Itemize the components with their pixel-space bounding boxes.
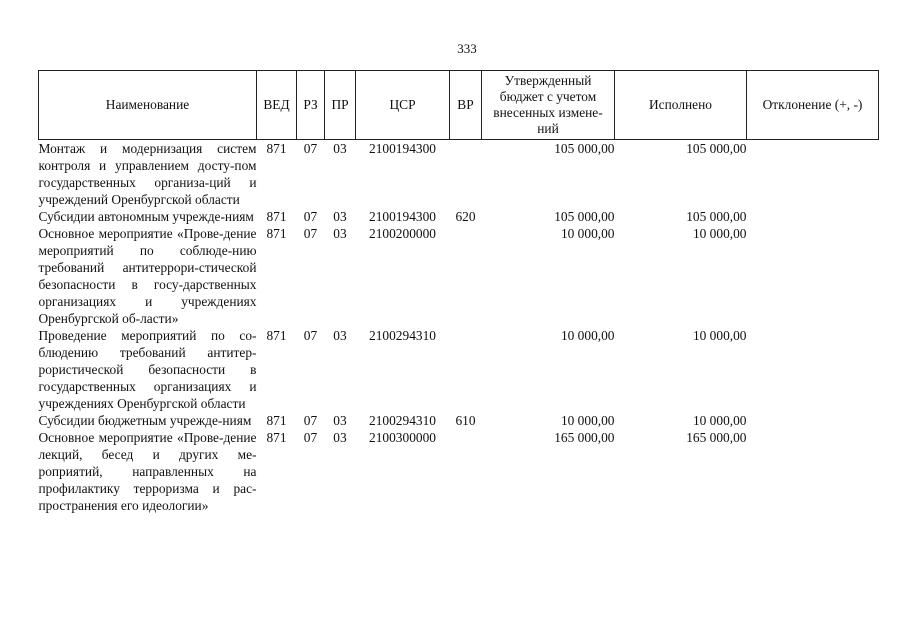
row-name: Монтаж и модернизация систем контроля и управлением досту-пом государственных организа-ций и учреждений Оренбургской области — [38, 141, 257, 207]
row-executed: 10 000,00 — [692, 328, 747, 343]
row-rz: 07 — [303, 209, 318, 224]
header-ved: ВЕД — [257, 71, 297, 140]
row-rz: 07 — [303, 413, 318, 428]
row-approved: 10 000,00 — [560, 226, 615, 241]
page-number: 333 — [457, 41, 477, 56]
header-approved: Утвержденный бюджет с учетом внесенных измене-ний — [482, 71, 615, 140]
row-pr: 03 — [333, 430, 347, 445]
row-rz: 07 — [303, 141, 318, 156]
table-row — [39, 208, 879, 225]
header-rz: РЗ — [297, 71, 325, 140]
row-executed: 10 000,00 — [692, 226, 747, 241]
header-name: Наименование — [39, 71, 257, 140]
row-deviation — [747, 208, 879, 225]
row-csr: 2100294310 — [369, 413, 436, 428]
row-csr: 2100300000 — [369, 430, 436, 445]
row-executed: 165 000,00 — [686, 430, 747, 445]
row-deviation — [747, 327, 879, 412]
table-body — [39, 140, 879, 515]
row-pr: 03 — [333, 328, 347, 343]
header-pr: ПР — [325, 71, 356, 140]
row-deviation — [747, 225, 879, 327]
table-row — [39, 140, 879, 209]
row-pr: 03 — [333, 141, 347, 156]
header-executed: Исполнено — [615, 71, 747, 140]
row-ved: 871 — [266, 209, 287, 224]
budget-table — [38, 70, 879, 514]
table-row — [39, 429, 879, 514]
row-executed: 105 000,00 — [686, 209, 747, 224]
row-vr: 610 — [455, 413, 476, 428]
row-deviation — [747, 412, 879, 429]
row-ved: 871 — [266, 413, 287, 428]
row-approved: 10 000,00 — [560, 413, 615, 428]
row-ved: 871 — [266, 430, 287, 445]
row-rz: 07 — [303, 328, 318, 343]
row-ved: 871 — [266, 226, 287, 241]
table-header — [39, 71, 879, 140]
header-csr: ЦСР — [356, 71, 450, 140]
row-name: Субсидии автономным учрежде-ниям — [38, 209, 254, 224]
row-name: Основное мероприятие «Прове-дение лекций, бесед и других ме-роприятий, направленных на профилактику терроризма и рас-пространения его идеологии» — [38, 430, 257, 513]
row-pr: 03 — [333, 209, 347, 224]
row-vr — [450, 225, 482, 327]
row-approved: 165 000,00 — [554, 430, 615, 445]
row-approved: 105 000,00 — [554, 209, 615, 224]
row-deviation — [747, 429, 879, 514]
row-approved: 105 000,00 — [554, 141, 615, 156]
row-ved: 871 — [266, 141, 287, 156]
header-vr: ВР — [450, 71, 482, 140]
row-rz: 07 — [303, 226, 318, 241]
row-rz: 07 — [303, 430, 318, 445]
table-row — [39, 327, 879, 412]
row-csr: 2100194300 — [369, 141, 436, 156]
row-name: Основное мероприятие «Прове-дение мероприятий по соблюде-нию требований антитеррори-стической безопасности в госу-дарственных организациях и учреждениях Оренбургской об-ласти» — [38, 226, 257, 326]
row-approved: 10 000,00 — [560, 328, 615, 343]
row-ved: 871 — [266, 328, 287, 343]
row-executed: 10 000,00 — [692, 413, 747, 428]
row-csr: 2100294310 — [369, 328, 436, 343]
row-vr — [450, 140, 482, 209]
row-pr: 03 — [333, 226, 347, 241]
row-executed: 105 000,00 — [686, 141, 747, 156]
table-row — [39, 412, 879, 429]
row-vr — [450, 327, 482, 412]
row-vr: 620 — [455, 209, 476, 224]
header-deviation: Отклонение (+, -) — [747, 71, 879, 140]
row-deviation — [747, 140, 879, 209]
row-csr: 2100200000 — [369, 226, 436, 241]
row-name: Субсидии бюджетным учрежде-ниям — [38, 413, 252, 428]
row-name: Проведение мероприятий по со-блюдению требований антитер-рористической безопасности в государственных организациях и учреждениях Оренбургской области — [38, 328, 257, 411]
row-csr: 2100194300 — [369, 209, 436, 224]
table-row — [39, 225, 879, 327]
row-vr — [450, 429, 482, 514]
row-pr: 03 — [333, 413, 347, 428]
